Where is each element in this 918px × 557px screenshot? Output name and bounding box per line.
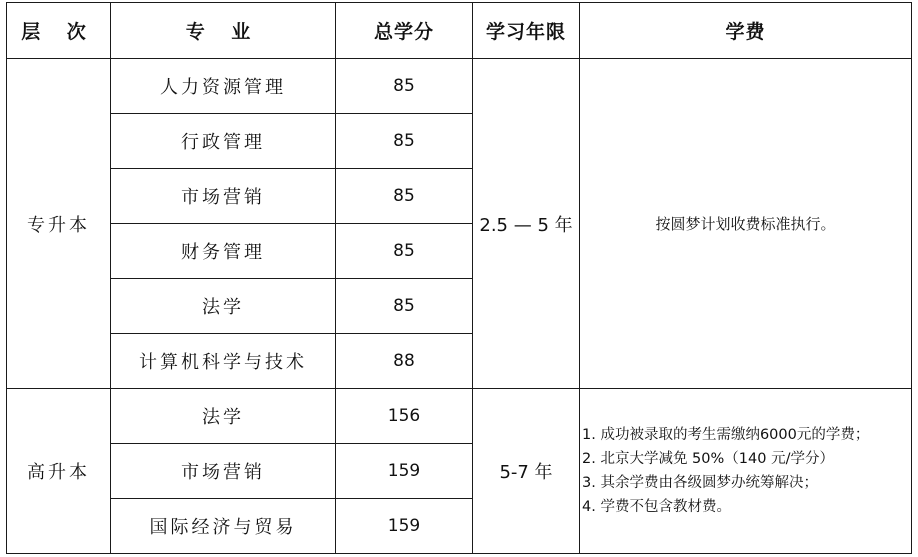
major-cell: 财务管理: [111, 224, 336, 279]
credits-cell: 85: [336, 224, 473, 279]
fee-cell-zhuanshengben: 按圆梦计划收费标准执行。: [580, 59, 912, 389]
credits-cell: 85: [336, 114, 473, 169]
header-level: 层 次: [7, 3, 111, 59]
header-row: [7, 3, 912, 59]
fee-notes-cell: [580, 389, 912, 554]
years-cell-zhuanshengben: 2.5 — 5 年: [473, 59, 580, 389]
credits-cell: 159: [336, 444, 473, 499]
fee-note: 1. 成功被录取的考生需缴纳6000元的学费；: [582, 427, 870, 443]
credits-cell: 85: [336, 59, 473, 114]
credits-cell: 88: [336, 334, 473, 389]
fee-note: 2. 北京大学减免 50%（140 元/学分）: [582, 451, 834, 467]
major-cell: 市场营销: [111, 444, 336, 499]
level-cell-zhuanshengben: 专升本: [7, 59, 111, 389]
major-cell: 法学: [111, 279, 336, 334]
credits-cell: 85: [336, 279, 473, 334]
major-cell: 市场营销: [111, 169, 336, 224]
header-major: 专 业: [111, 3, 336, 59]
major-cell: 法学: [111, 389, 336, 444]
header-credits: 总学分: [336, 3, 473, 59]
header-years: 学习年限: [473, 3, 580, 59]
credits-cell: 85: [336, 169, 473, 224]
years-cell-gaoshengben: 5-7 年: [473, 389, 580, 554]
level-cell-gaoshengben: 高升本: [7, 389, 111, 554]
program-table: [6, 2, 912, 554]
credits-cell: 159: [336, 499, 473, 554]
major-cell: 计算机科学与技术: [111, 334, 336, 389]
major-cell: 国际经济与贸易: [111, 499, 336, 554]
major-cell: 人力资源管理: [111, 59, 336, 114]
fee-note: 4. 学费不包含教材费。: [582, 499, 731, 515]
fee-note: 3. 其余学费由各级圆梦办统筹解决；: [582, 475, 818, 491]
table-row: [7, 389, 912, 444]
major-cell: 行政管理: [111, 114, 336, 169]
header-fee: 学费: [580, 3, 912, 59]
credits-cell: 156: [336, 389, 473, 444]
table-row: [7, 59, 912, 114]
